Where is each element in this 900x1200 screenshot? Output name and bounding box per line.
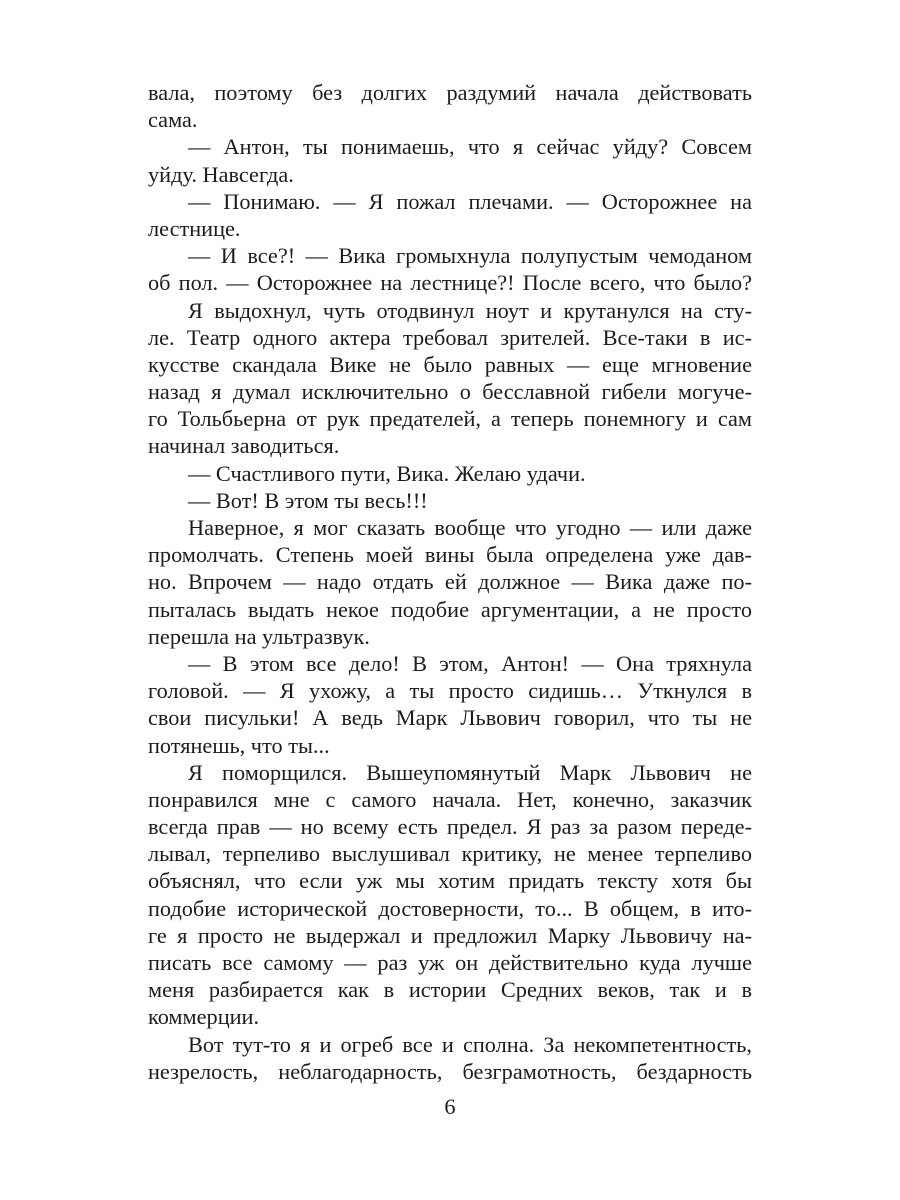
text-line: понравился мне с самого начала. Нет, конечно, заказчик	[148, 786, 752, 812]
text-line: Вот тут-то я и огреб все и сполна. За некомпетентность,	[188, 1031, 752, 1057]
text-line: ле. Театр одного актера требовал зрителей. Все-таки в ис-	[148, 324, 752, 350]
text-line: уйду. Навсегда.	[148, 161, 294, 187]
text-line: — Счастливого пути, Вика. Желаю удачи.	[188, 460, 586, 486]
text-line: писать все самому — раз уж он действительно куда лучше	[148, 950, 752, 975]
text-line: кусстве скандала Вике не было равных — еще мгновение	[148, 351, 752, 377]
text-line: лывал, терпеливо выслушивал критику, не менее терпеливо	[148, 841, 752, 867]
text-line: — Понимаю. — Я пожал плечами. — Осторожнее на	[188, 188, 752, 214]
text-line: свои писульки! А ведь Марк Львович говорил, что ты не	[148, 705, 752, 731]
text-line: — Вот! В этом ты весь!!!	[188, 487, 428, 513]
text-line: всегда прав — но всему есть предел. Я раз за разом переде-	[148, 814, 752, 840]
text-line: Я выдохнул, чуть отодвинул ноут и крутанулся на сту-	[188, 297, 752, 323]
text-line: Я поморщился. Вышеупомянутый Марк Львович не	[188, 759, 752, 785]
text-line: коммерции.	[148, 1004, 260, 1030]
text-line: пыталась выдать некое подобие аргументации, а не просто	[148, 596, 752, 622]
text-line: незрелость, неблагодарность, безграмотность, бездарность	[148, 1058, 752, 1084]
text-line: вала, поэтому без долгих раздумий начала действовать	[148, 80, 752, 105]
text-line: потянешь, что ты...	[148, 732, 330, 758]
text-line: — В этом все дело! В этом, Антон! — Она тряхнула	[188, 650, 752, 676]
text-line: — Антон, ты понимаешь, что я сейчас уйду? Совсем	[188, 134, 752, 160]
text-line: — И все?! — Вика громыхнула полупустым чемоданом	[188, 243, 752, 269]
text-line: меня разбирается как в истории Средних веков, так и в	[148, 977, 752, 1003]
text-line: объяснял, что если уж мы хотим придать тексту хотя бы	[148, 868, 752, 894]
text-line: подобие исторической достоверности, то... В общем, в ито-	[148, 895, 752, 921]
text-line: назад я думал исключительно о бесславной гибели могуче-	[148, 379, 752, 405]
text-line: начинал заводиться.	[148, 433, 340, 459]
page-number: 6	[444, 1094, 456, 1119]
text-line: сама.	[148, 107, 198, 133]
text-line: головой. — Я ухожу, а ты просто сидишь… Уткнулся в	[148, 678, 752, 704]
text-line: промолчать. Степень моей вины была определена уже дав-	[148, 542, 752, 568]
text-line: Наверное, я мог сказать вообще что угодно — или даже	[188, 515, 752, 540]
body-text	[148, 79, 752, 1085]
text-line: перешла на ультразвук.	[148, 623, 370, 649]
text-line: го Тольбьерна от рук предателей, а теперь понемногу и сам	[148, 406, 752, 432]
text-line: об пол. — Осторожнее на лестнице?! После всего, что было?	[148, 270, 752, 296]
text-line: ге я просто не выдержал и предложил Марку Львовичу на-	[148, 922, 752, 948]
text-line: лестнице.	[148, 215, 241, 241]
text-line: но. Впрочем — надо отдать ей должное — Вика даже по-	[148, 569, 752, 595]
